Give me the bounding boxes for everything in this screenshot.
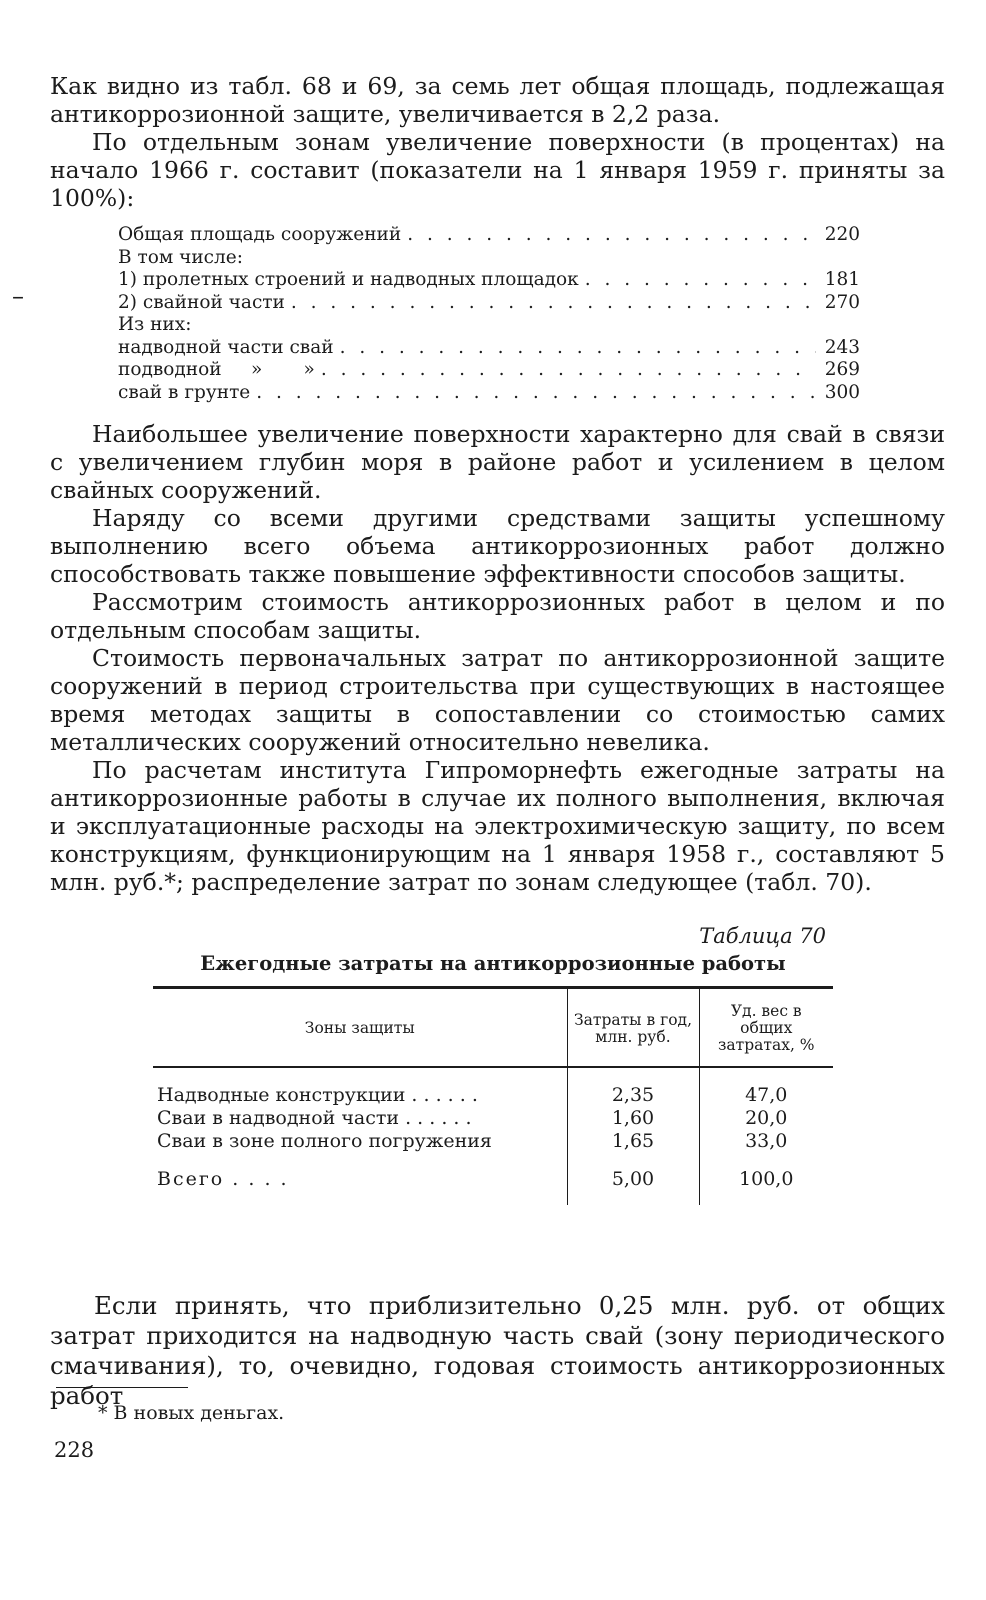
list-item: свай в грунте . . . 300 bbox=[118, 382, 860, 405]
header-zones: Зоны защиты bbox=[304, 1019, 415, 1037]
footnote-rule bbox=[56, 1387, 188, 1388]
table-title: Ежегодные затраты на антикоррозионные работы bbox=[200, 952, 786, 975]
list-item: В том числе: bbox=[118, 246, 243, 268]
paragraph-2: По отдельным зонам увеличение поверхности (в процентах) на начало 1966 г. составит (показатели на 1 января 1959 г. приняты за 100%): bbox=[50, 128, 945, 212]
paragraph-7: По расчетам института Гипроморнефть ежегодные затраты на антикоррозионные работы в случае их полного выполнения, включая и эксплуатационные расходы на электрохимическую защиту, по всем конструкциям, функционирующим на 1 января 1958 г., составляют 5 млн. руб.*; распределение затрат по зонам следующее (табл. 70). bbox=[50, 756, 945, 896]
increase-list bbox=[118, 224, 860, 404]
costs-table bbox=[153, 986, 833, 1205]
paragraph-4: Наряду со всеми другими средствами защиты успешному выполнению всего объема антикоррозионных работ должно способствовать также повышение эффективности способов защиты. bbox=[50, 504, 945, 588]
table-row: Надводные конструкции . . . . . . 2,35 47,0 bbox=[153, 1084, 833, 1107]
paragraph-5: Рассмотрим стоимость антикоррозионных работ в целом и по отдельным способам защиты. bbox=[50, 588, 945, 644]
table-caption: Таблица 70 bbox=[699, 924, 826, 948]
list-item: подводной » » . . . 269 bbox=[118, 359, 860, 382]
header-share: Уд. вес в общих затратах, % bbox=[699, 988, 833, 1068]
footnote: * В новых деньгах. bbox=[98, 1402, 285, 1424]
paragraph-6: Стоимость первоначальных затрат по антикоррозионной защите сооружений в период строительства при существующих в настоящее время методах защиты в сопоставлении со стоимостью самих металлических сооружений относительно невелика. bbox=[50, 644, 945, 756]
table-row: Сваи в зоне полного погружения 1,65 33,0 bbox=[153, 1130, 833, 1153]
margin-mark: – bbox=[12, 282, 24, 310]
table-row: Сваи в надводной части . . . . . . 1,60 20,0 bbox=[153, 1107, 833, 1130]
page-number: 228 bbox=[54, 1438, 95, 1462]
list-item: надводной части свай . . . 243 bbox=[118, 337, 860, 360]
header-costs: Затраты в год, млн. руб. bbox=[567, 988, 699, 1068]
list-item: 1) пролетных строений и надводных площадок . . . 181 bbox=[118, 269, 860, 292]
table-total-row: Всего . . . . 5,00 100,0 bbox=[153, 1153, 833, 1205]
list-item: Из них: bbox=[118, 314, 192, 335]
paragraph-1: Как видно из табл. 68 и 69, за семь лет общая площадь, подлежащая антикоррозионной защите, увеличивается в 2,2 раза. bbox=[50, 72, 945, 128]
list-item: 2) свайной части . . . 270 bbox=[118, 292, 860, 315]
table-header-row bbox=[153, 988, 833, 1068]
paragraph-8: Если принять, что приблизительно 0,25 млн. руб. от общих затрат приходится на надводную часть свай (зону периодического смачивания), то, очевидно, годовая стоимость антикоррозионных работ bbox=[50, 1291, 945, 1410]
paragraph-3: Наибольшее увеличение поверхности характерно для свай в связи с увеличением глубин моря в районе работ и усилением в целом свайных сооружений. bbox=[50, 420, 945, 504]
list-item: Общая площадь сооружений . . . 220 bbox=[118, 224, 860, 247]
